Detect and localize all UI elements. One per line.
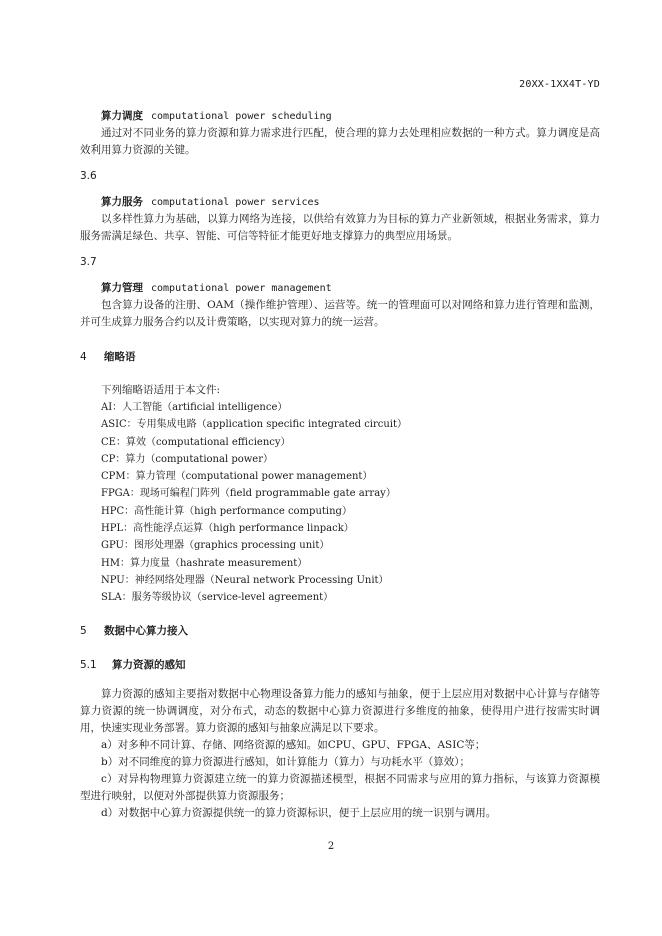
abbreviation-item: NPU：神经网络处理器（Neural network Processing Unit） <box>101 574 389 586</box>
abbreviation-item: CE：算效（computational efficiency） <box>101 436 291 448</box>
subsection-heading <box>80 657 600 674</box>
section-heading <box>80 349 600 366</box>
page-number: 2 <box>327 841 335 852</box>
abbreviation-item: HPL：高性能浮点运算（high performance linpack） <box>101 523 354 535</box>
abbreviation-item: CP：算力（computational power） <box>101 453 274 465</box>
requirement-item: b）对不同维度的算力资源进行感知，如计算能力（算力）与功耗水平（算效）； <box>101 755 470 768</box>
term-number: 3.6 <box>80 170 97 182</box>
requirement-item: a）对多种不同计算、存储、网络资源的感知。如CPU、GPU、FPGA、ASIC等； <box>101 738 486 751</box>
subsection-body: 算力资源的感知主要指对数据中心物理设备算力能力的感知与抽象，便于上层应用对数据中心计算与存储等算力资源的统一协调调度，对分布式，动态的数据中心算力资源进行多维度的抽象，使得用户进行按需实时调用，快速实现业务部署。算力资源的感知与抽象应满足以下要求。 <box>80 687 600 734</box>
subsection-title: 算力资源的感知 <box>112 658 186 671</box>
abbreviation-item: HM：算力度量（hashrate measurement） <box>101 557 308 569</box>
term-zh: 算力调度 <box>101 110 143 122</box>
subsection-number: 5.1 <box>80 658 97 671</box>
term-number: 3.7 <box>80 256 97 268</box>
section-number: 4 <box>80 351 87 363</box>
term-en: computational power management <box>151 283 332 294</box>
term-en: computational power scheduling <box>151 111 332 122</box>
abbreviation-item: ASIC：专用集成电路（application specific integrated circuit） <box>101 419 408 431</box>
section-heading <box>80 623 600 640</box>
section-number: 5 <box>80 624 87 637</box>
page-content <box>80 108 600 822</box>
requirement-item: c）对异构物理算力资源建立统一的算力资源描述模型，根据不同需求与应用的算力指标，与该算力资源模型进行映射，以便对外部提供算力资源服务； <box>80 772 600 802</box>
abbreviation-item: AI：人工智能（artificial intelligence） <box>101 402 288 413</box>
term-definition: 通过对不同业务的算力资源和算力需求进行匹配，使合理的算力去处理相应数据的一种方式。算力调度是高效利用算力资源的关键。 <box>80 127 600 156</box>
section-title: 缩略语 <box>104 351 136 363</box>
term-definition: 以多样性算力为基础，以算力网络为连接，以供给有效算力为目标的算力产业新领域，根据业务需求，算力服务需满足绿色、共享、智能、可信等特征才能更好地支撑算力的典型应用场景。 <box>80 213 600 242</box>
term-heading <box>80 280 600 297</box>
term-en: computational power services <box>151 197 320 208</box>
abbreviation-item: GPU：图形处理器（graphics processing unit） <box>101 540 330 552</box>
section-title: 数据中心算力接入 <box>104 624 188 637</box>
requirement-item: d）对数据中心算力资源提供统一的算力资源标识，便于上层应用的统一识别与调用。 <box>101 806 497 819</box>
term-heading <box>80 194 600 211</box>
term-definition: 包含算力设备的注册、OAM（操作维护管理）、运营等。统一的管理面可以对网络和算力进行管理和监测，并可生成算力服务合约以及计费策略，以实现对算力的统一运营。 <box>80 299 600 328</box>
abbreviation-item: SLA：服务等级协议（service-level agreement） <box>101 592 334 604</box>
term-heading <box>80 108 600 125</box>
abbreviation-item: HPC：高性能计算（high performance computing） <box>101 505 352 517</box>
term-zh: 算力服务 <box>101 196 143 208</box>
document-id: 20XX-1XX4T-YD <box>519 79 600 90</box>
abbreviation-item: CPM：算力管理（computational power management） <box>101 471 373 483</box>
term-zh: 算力管理 <box>101 282 143 294</box>
abbreviation-item: FPGA：现场可编程门阵列（field programmable gate array） <box>101 488 396 500</box>
abbreviations-intro: 下列缩略语适用于本文件: <box>101 384 221 396</box>
